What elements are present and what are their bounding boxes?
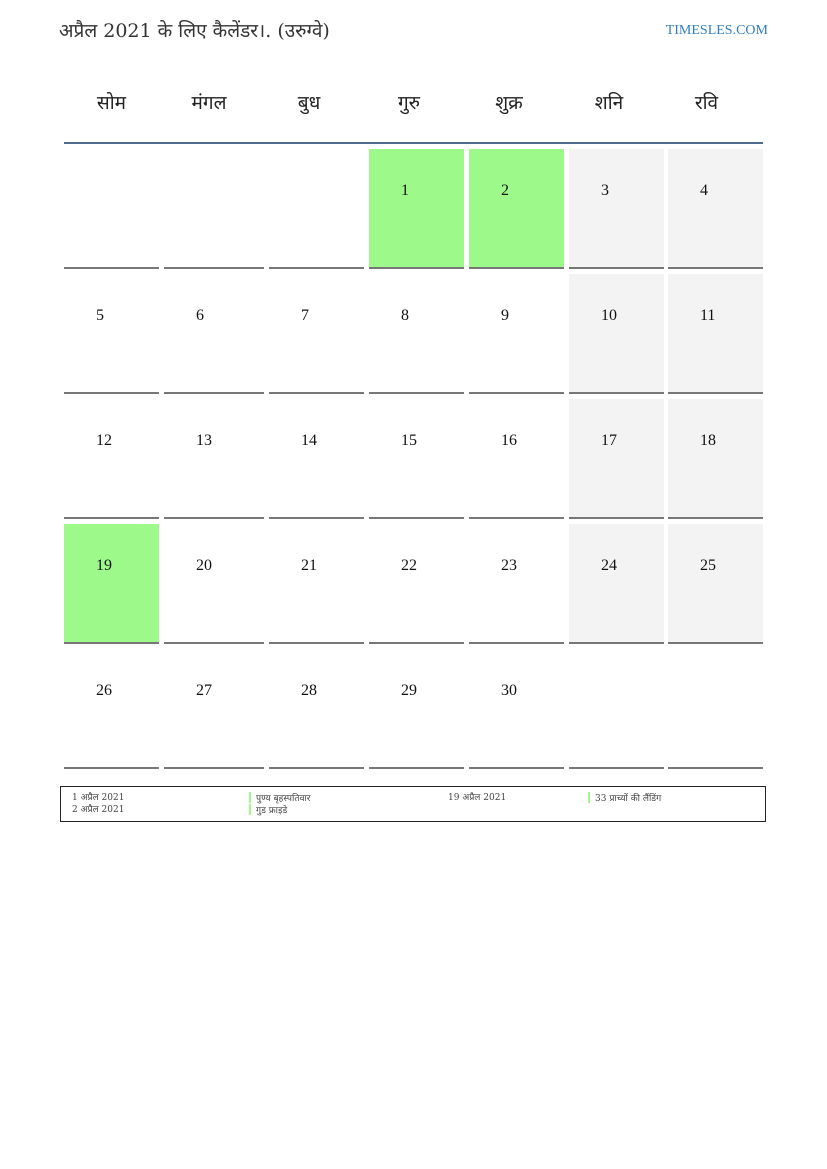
day-cell-2[interactable] [469, 149, 564, 269]
day-number: 28 [301, 682, 317, 699]
weekday-sat: शनि [594, 92, 624, 114]
day-number: 17 [601, 432, 617, 449]
legend-holiday-1-name: पुण्य बृहस्पतिवार [256, 794, 311, 804]
day-cell-10[interactable] [569, 274, 664, 394]
day-cell-27[interactable] [164, 649, 264, 769]
holiday-color-marker [588, 792, 590, 803]
empty-cell-wed [269, 149, 364, 269]
day-number: 24 [601, 557, 617, 574]
day-cell-5[interactable] [64, 274, 159, 394]
day-cell-15[interactable] [369, 399, 464, 519]
weekday-header-row [64, 80, 763, 126]
weekday-sun: रवि [694, 92, 719, 114]
empty-cell-sat [569, 649, 664, 769]
day-cell-12[interactable] [64, 399, 159, 519]
legend-holiday-3 [588, 792, 661, 805]
empty-cell-sun [668, 649, 763, 769]
day-number: 22 [401, 557, 417, 574]
week-row [64, 524, 763, 644]
calendar-grid [64, 149, 763, 774]
day-cell-3[interactable] [569, 149, 664, 269]
weekday-tue: मंगल [191, 92, 227, 114]
day-cell-19[interactable] [64, 524, 159, 644]
week-row [64, 274, 763, 394]
day-number: 10 [601, 307, 617, 324]
legend-holiday-2-name: गुड फ्राइडे [256, 806, 288, 816]
day-number: 2 [501, 182, 509, 199]
day-number: 13 [196, 432, 212, 449]
header-divider [64, 142, 763, 144]
day-cell-8[interactable] [369, 274, 464, 394]
day-number: 14 [301, 432, 317, 449]
legend-holiday-2 [249, 804, 287, 817]
legend-date-2: 2 अप्रैल 2021 [72, 805, 125, 815]
day-cell-1[interactable] [369, 149, 464, 269]
day-number: 6 [196, 307, 204, 324]
day-number: 29 [401, 682, 417, 699]
day-cell-22[interactable] [369, 524, 464, 644]
day-cell-4[interactable] [668, 149, 763, 269]
weekday-mon: सोम [96, 92, 127, 114]
weekday-fri: शुक्र [495, 92, 523, 114]
day-cell-9[interactable] [469, 274, 564, 394]
day-cell-6[interactable] [164, 274, 264, 394]
day-number: 21 [301, 557, 317, 574]
week-row [64, 399, 763, 519]
day-cell-21[interactable] [269, 524, 364, 644]
week-row [64, 649, 763, 769]
legend-date-1: 1 अप्रैल 2021 [72, 793, 125, 803]
day-number: 1 [401, 182, 409, 199]
page-title: अप्रैल 2021 के लिए कैलेंडर।. (उरुग्वे) [59, 20, 330, 42]
weekday-wed: बुध [297, 92, 321, 114]
day-number: 3 [601, 182, 609, 199]
day-cell-13[interactable] [164, 399, 264, 519]
day-cell-24[interactable] [569, 524, 664, 644]
holiday-color-marker [249, 792, 251, 803]
day-cell-25[interactable] [668, 524, 763, 644]
day-number: 30 [501, 682, 517, 699]
day-cell-29[interactable] [369, 649, 464, 769]
empty-cell-mon [64, 149, 159, 269]
day-cell-16[interactable] [469, 399, 564, 519]
site-link[interactable]: TIMESLES.COM [665, 23, 768, 38]
day-number: 9 [501, 307, 509, 324]
day-number: 20 [196, 557, 212, 574]
weekday-thu: गुरु [397, 92, 421, 114]
day-cell-30[interactable] [469, 649, 564, 769]
day-cell-26[interactable] [64, 649, 159, 769]
day-number: 23 [501, 557, 517, 574]
day-number: 19 [96, 557, 112, 574]
day-cell-28[interactable] [269, 649, 364, 769]
week-row [64, 149, 763, 269]
day-number: 18 [700, 432, 716, 449]
day-number: 16 [501, 432, 517, 449]
day-cell-23[interactable] [469, 524, 564, 644]
day-cell-7[interactable] [269, 274, 364, 394]
day-number: 12 [96, 432, 112, 449]
day-number: 25 [700, 557, 716, 574]
legend-date-3: 19 अप्रैल 2021 [448, 793, 507, 803]
empty-cell-tue [164, 149, 264, 269]
day-cell-20[interactable] [164, 524, 264, 644]
holiday-legend [60, 786, 766, 822]
day-number: 15 [401, 432, 417, 449]
holiday-color-marker [249, 804, 251, 815]
day-number: 7 [301, 307, 309, 324]
day-number: 4 [700, 182, 708, 199]
legend-holiday-3-name: 33 प्राच्यों की लैंडिंग [595, 794, 662, 804]
day-cell-14[interactable] [269, 399, 364, 519]
day-number: 27 [196, 682, 212, 699]
day-number: 5 [96, 307, 104, 324]
day-cell-11[interactable] [668, 274, 763, 394]
day-cell-18[interactable] [668, 399, 763, 519]
day-number: 26 [96, 682, 112, 699]
day-number: 8 [401, 307, 409, 324]
day-number: 11 [700, 307, 716, 324]
day-cell-17[interactable] [569, 399, 664, 519]
